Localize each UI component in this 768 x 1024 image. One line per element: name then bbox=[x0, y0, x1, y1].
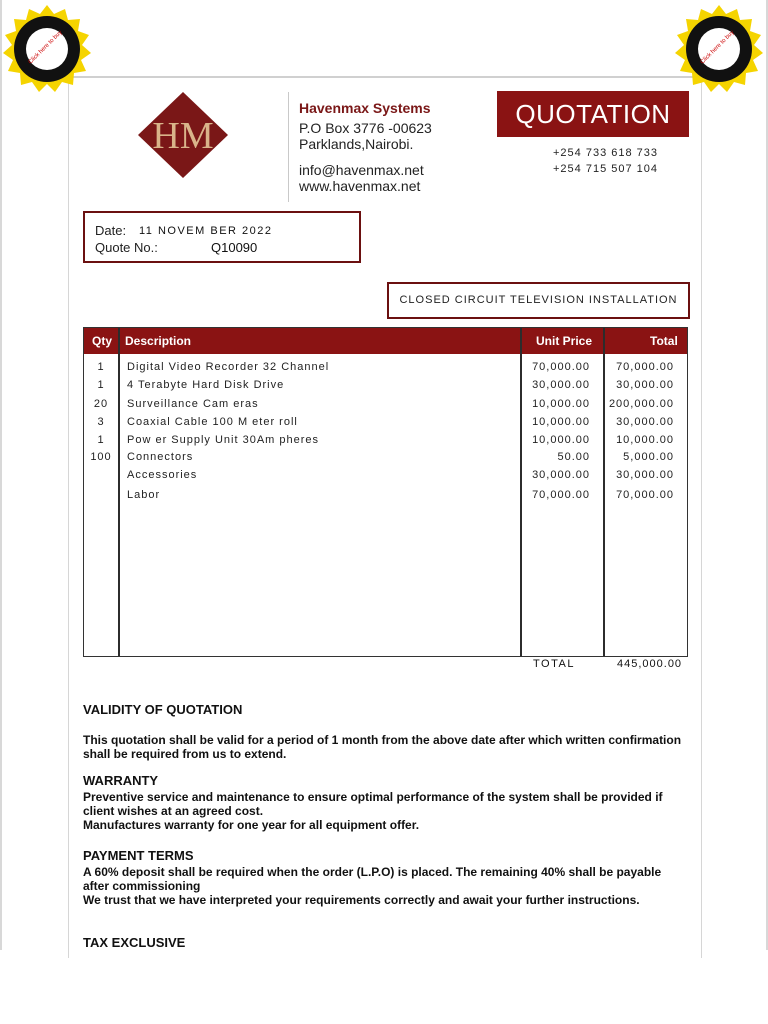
payment-section bbox=[83, 849, 683, 907]
total-label: TOTAL bbox=[533, 658, 575, 670]
company-logo bbox=[136, 90, 230, 180]
badge-cta-text: Click here to buy bbox=[699, 29, 736, 66]
items-table bbox=[83, 327, 688, 657]
row-total: 30,000.00 bbox=[616, 379, 674, 391]
svg-text:HM: HM bbox=[152, 115, 214, 157]
header-qty: Qty bbox=[92, 334, 113, 348]
phone-2: +254 715 507 104 bbox=[553, 163, 659, 175]
quote-number-label: Quote No.: bbox=[95, 240, 158, 255]
payment-text-2: We trust that we have interpreted your requirements correctly and await your further instructions. bbox=[83, 893, 640, 907]
phone-1: +254 733 618 733 bbox=[553, 147, 659, 159]
company-name: Havenmax Systems bbox=[299, 100, 431, 116]
row-description: 4 Terabyte Hard Disk Drive bbox=[127, 379, 285, 391]
badge-cta-text: Click here to buy bbox=[27, 29, 64, 66]
row-unit-price: 70,000.00 bbox=[532, 361, 590, 373]
row-qty: 20 bbox=[93, 398, 109, 410]
column-divider bbox=[520, 328, 522, 656]
row-total: 30,000.00 bbox=[616, 416, 674, 428]
row-qty: 1 bbox=[97, 361, 105, 373]
warranty-heading: WARRANTY bbox=[83, 773, 159, 788]
tax-section bbox=[83, 936, 683, 952]
row-unit-price: 50.00 bbox=[557, 451, 590, 463]
header-unit-price: Unit Price bbox=[536, 334, 593, 348]
row-description: Labor bbox=[127, 489, 161, 501]
row-unit-price: 30,000.00 bbox=[532, 469, 590, 481]
company-info bbox=[288, 92, 499, 202]
abbyy-badge-right[interactable] bbox=[674, 4, 764, 94]
row-total: 10,000.00 bbox=[616, 434, 674, 446]
column-divider bbox=[118, 328, 120, 656]
total-value: 445,000.00 bbox=[617, 658, 683, 670]
company-phones bbox=[553, 145, 658, 177]
header-total: Total bbox=[650, 334, 678, 348]
warranty-text-1: Preventive service and maintenance to ensure optimal performance of the system shall be provided if client wishes at an agreed cost. bbox=[83, 790, 663, 818]
warranty-text-2: Manufactures warranty for one year for all equipment offer. bbox=[83, 818, 420, 832]
validity-heading: VALIDITY OF QUOTATION bbox=[83, 702, 243, 717]
column-divider bbox=[603, 328, 605, 656]
row-qty: 1 bbox=[97, 434, 105, 446]
validity-text: This quotation shall be valid for a period of 1 month from the above date after which written confirmation shall be required from us to extend. bbox=[83, 733, 682, 761]
company-address: P.O Box 3776 -00623 bbox=[299, 120, 432, 136]
date-quote-box bbox=[83, 211, 361, 263]
row-unit-price: 10,000.00 bbox=[532, 398, 590, 410]
company-city: Parklands,Nairobi. bbox=[299, 136, 414, 152]
quotation-subject: CLOSED CIRCUIT TELEVISION INSTALLATION bbox=[387, 282, 690, 319]
row-unit-price: 70,000.00 bbox=[532, 489, 590, 501]
row-total: 200,000.00 bbox=[608, 398, 674, 410]
row-description: Coaxial Cable 100 M eter roll bbox=[127, 416, 298, 428]
row-description: Accessories bbox=[127, 469, 198, 481]
row-qty: 3 bbox=[97, 416, 105, 428]
left-edge bbox=[0, 0, 2, 950]
row-description: Surveillance Cam eras bbox=[127, 398, 259, 410]
abbyy-badge-left[interactable] bbox=[2, 4, 92, 94]
company-email[interactable]: info@havenmax.net bbox=[299, 162, 424, 178]
quote-number-value: Q10090 bbox=[211, 240, 258, 255]
tax-heading: TAX EXCLUSIVE bbox=[83, 935, 186, 950]
row-description: Digital Video Recorder 32 Channel bbox=[127, 361, 330, 373]
row-unit-price: 10,000.00 bbox=[532, 434, 590, 446]
row-unit-price: 10,000.00 bbox=[532, 416, 590, 428]
validity-section bbox=[83, 703, 683, 761]
company-website[interactable]: www.havenmax.net bbox=[299, 178, 421, 194]
row-qty: 100 bbox=[90, 451, 112, 463]
row-description: Connectors bbox=[127, 451, 194, 463]
row-total: 5,000.00 bbox=[623, 451, 674, 463]
row-total: 70,000.00 bbox=[616, 361, 674, 373]
date-label: Date: bbox=[95, 223, 127, 238]
row-total: 30,000.00 bbox=[616, 469, 674, 481]
row-unit-price: 30,000.00 bbox=[532, 379, 590, 391]
header-description: Description bbox=[125, 334, 192, 348]
row-qty: 1 bbox=[97, 379, 105, 391]
date-value: 11 NOVEM BER 2022 bbox=[139, 225, 273, 237]
row-total: 70,000.00 bbox=[616, 489, 674, 501]
row-description: Pow er Supply Unit 30Am pheres bbox=[127, 434, 320, 446]
document-title: QUOTATION bbox=[497, 91, 689, 137]
warranty-section bbox=[83, 774, 683, 832]
payment-text-1: A 60% deposit shall be required when the order (L.P.O) is placed. The remaining 40% shall be payable after commissioning bbox=[83, 865, 662, 893]
payment-heading: PAYMENT TERMS bbox=[83, 848, 194, 863]
